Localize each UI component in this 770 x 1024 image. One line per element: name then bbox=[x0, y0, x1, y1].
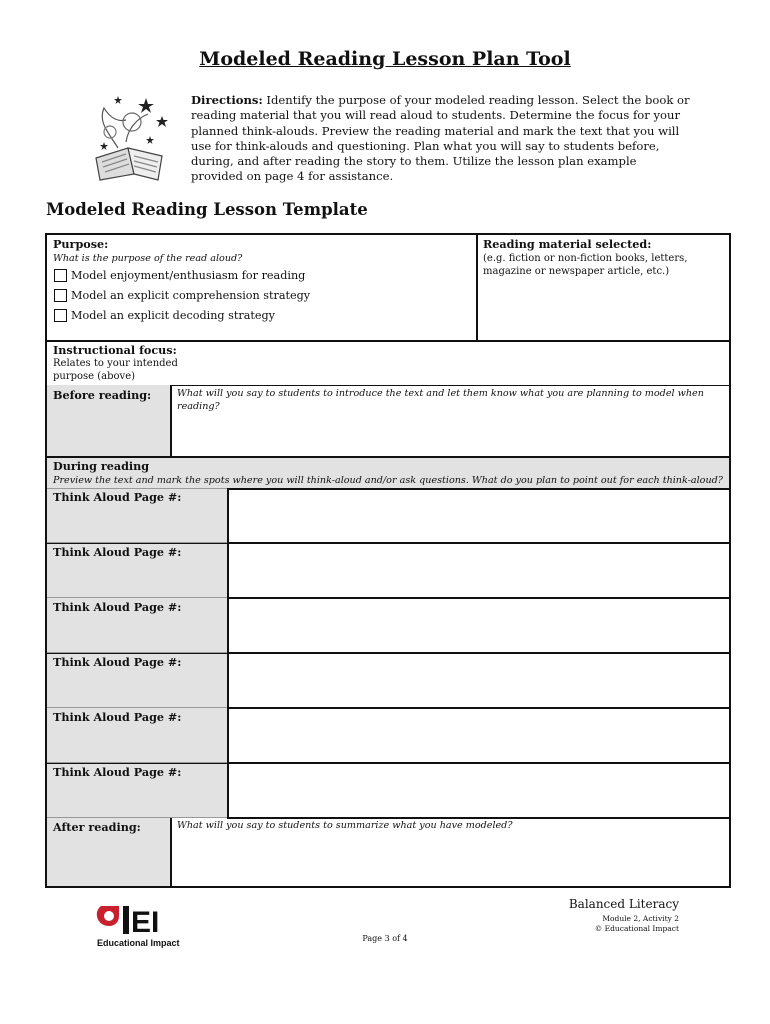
book-stars-illustration bbox=[88, 92, 180, 184]
think-aloud-page-label: Think Aloud Page #: bbox=[53, 545, 182, 559]
column-divider bbox=[227, 488, 229, 818]
think-aloud-field[interactable] bbox=[230, 655, 727, 706]
row-divider bbox=[47, 340, 729, 342]
row-divider bbox=[47, 542, 227, 543]
think-aloud-page-label: Think Aloud Page #: bbox=[53, 710, 182, 724]
logo-text: Educational Impact bbox=[97, 938, 180, 948]
row-divider bbox=[47, 762, 227, 763]
think-aloud-field[interactable] bbox=[230, 490, 727, 541]
row-divider bbox=[170, 385, 729, 386]
think-aloud-field[interactable] bbox=[230, 765, 727, 816]
purpose-checkbox-enjoyment[interactable] bbox=[54, 269, 67, 282]
think-aloud-field[interactable] bbox=[230, 710, 727, 761]
footer-program: Balanced Literacy bbox=[568, 897, 679, 911]
directions-label: Directions: bbox=[191, 93, 263, 107]
during-reading-prompt: Preview the text and mark the spots where you will think-aloud and/or ask questions. What do you plan to point out for each think-aloud? bbox=[53, 475, 723, 486]
directions-text: Identify the purpose of your modeled reading lesson. Select the book or reading material that you will read aloud to students. Determine the focus for your planned think-alouds. Preview the reading material and mark the text that you will use for think-alouds and questioning. Plan what you will say to students before, during, and after reading the story to them. Utilize the lesson plan example provided on page 4 for assistance. bbox=[191, 93, 690, 184]
footer-copyright: © Educational Impact bbox=[594, 924, 679, 933]
instructional-focus-field[interactable] bbox=[177, 343, 727, 383]
purpose-checkbox-decoding[interactable] bbox=[54, 309, 67, 322]
after-reading-label: After reading: bbox=[53, 820, 141, 834]
think-aloud-page-label: Think Aloud Page #: bbox=[53, 765, 182, 779]
instructional-focus-label: Instructional focus: bbox=[53, 343, 177, 357]
purpose-option-label: Model an explicit decoding strategy bbox=[71, 309, 275, 322]
think-aloud-page-label: Think Aloud Page #: bbox=[53, 490, 182, 504]
logo-mark: EI bbox=[131, 906, 160, 939]
footer-module: Module 2, Activity 2 bbox=[602, 914, 679, 923]
purpose-option-label: Model an explicit comprehension strategy bbox=[71, 289, 311, 302]
row-divider bbox=[47, 488, 227, 489]
think-aloud-page-label: Think Aloud Page #: bbox=[53, 655, 182, 669]
reading-material-hint: (e.g. fiction or non-fiction books, letters, magazine or newspaper article, etc.) bbox=[483, 253, 688, 277]
before-reading-prompt: What will you say to students to introduce the text and let them know what you are planning to model when reading? bbox=[177, 388, 704, 412]
reading-material-field[interactable] bbox=[479, 281, 727, 337]
before-reading-label: Before reading: bbox=[53, 388, 152, 402]
template-title: Modeled Reading Lesson Template bbox=[46, 200, 368, 219]
after-reading-field[interactable] bbox=[173, 835, 727, 883]
row-divider bbox=[47, 817, 227, 818]
footer-credits bbox=[569, 897, 679, 933]
think-aloud-field[interactable] bbox=[230, 600, 727, 651]
think-aloud-page-label: Think Aloud Page #: bbox=[53, 600, 182, 614]
row-divider bbox=[227, 707, 729, 709]
purpose-prompt: What is the purpose of the read aloud? bbox=[53, 253, 243, 264]
row-divider bbox=[227, 597, 729, 599]
row-divider bbox=[47, 456, 729, 458]
page-title: Modeled Reading Lesson Plan Tool bbox=[199, 48, 571, 70]
column-divider bbox=[170, 818, 172, 886]
during-reading-label: During reading bbox=[53, 459, 150, 473]
column-divider bbox=[170, 385, 172, 456]
purpose-label: Purpose: bbox=[53, 237, 109, 251]
column-divider bbox=[476, 235, 478, 340]
after-reading-prompt: What will you say to students to summarize what you have modeled? bbox=[177, 820, 513, 831]
page-number: Page 3 of 4 bbox=[362, 934, 408, 943]
purpose-checkbox-comprehension[interactable] bbox=[54, 289, 67, 302]
row-divider bbox=[47, 652, 227, 653]
think-aloud-field[interactable] bbox=[230, 545, 727, 596]
reading-material-label: Reading material selected: bbox=[483, 237, 652, 251]
row-divider bbox=[47, 707, 227, 708]
purpose-option-label: Model enjoyment/enthusiasm for reading bbox=[71, 269, 306, 282]
row-divider bbox=[47, 597, 227, 598]
instructional-focus-hint: Relates to your intended purpose (above) bbox=[53, 358, 178, 382]
lesson-template-table bbox=[45, 233, 731, 888]
before-reading-field[interactable] bbox=[173, 415, 727, 455]
directions-paragraph bbox=[191, 93, 691, 185]
